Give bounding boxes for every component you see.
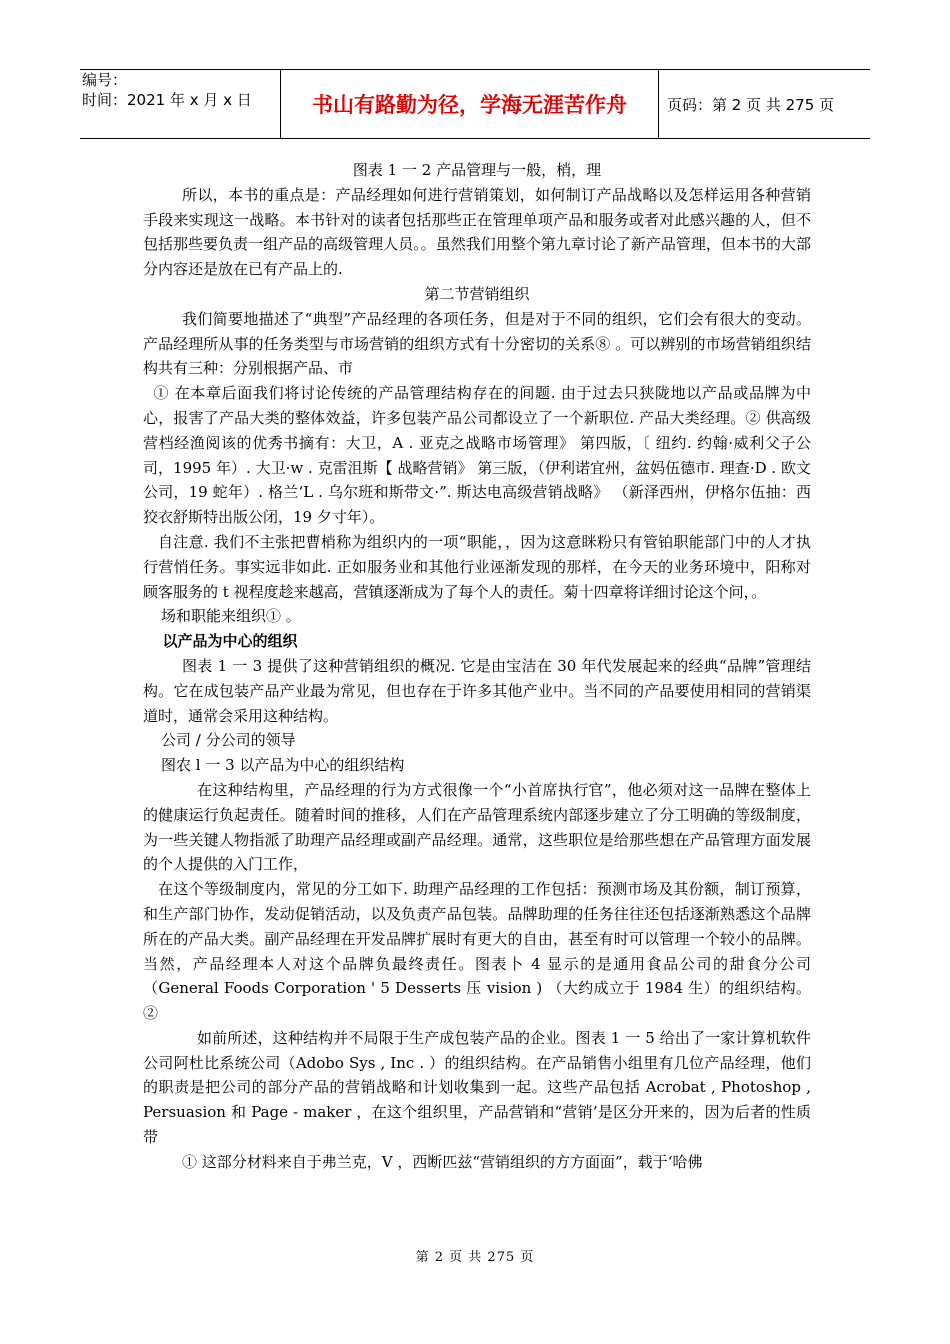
paragraph: 在这种结构里，产品经理的行为方式很像一个“小首席执行官”，他必须对这一品牌在整体上的健康运行负起责任。随着时间的推移，人们在产品管理系统内部逐步建立了分工明确的等级制度，为一些关键人物指派了助理产品经理或副产品经理。通常，这些职位是给那些想在产品管理方面发展的个人提供的入门工作， — [143, 780, 811, 874]
header-info-cell — [80, 70, 281, 138]
paragraph: 我们简要地描述了“典型”产品经理的各项任务，但是对于不同的组织，它们会有很大的变动。产品经理所从事的任务类型与市场营销的组织方式有十分密切的关系⑧ 。可以辨别的市场营销组织结构共有三种：分别根据产品、市 — [143, 309, 811, 378]
header-motto: 书山有路勤为径，学海无涯苦作舟 — [281, 70, 659, 138]
page-footer: 第 2 页 共 275 页 — [415, 1250, 535, 1265]
paragraph: 公司 / 分公司的领导 — [161, 731, 296, 750]
paragraph: 如前所述，这种结构并不局限于生产成包装产品的企业。图表 1 一 5 给出了一家计算机软件公司阿杜比系统公司（Adobo Sys , Inc . ）的组织结构。在产品销售小组里有几位产品经理，他们的职责是把公司的部分产品的营销战略和计划收集到一起。这些产品包括 Acrobat , Photoshop , Persuasion 和 Page - maker ，在这个组织里，产品营销和“营销’是区分开来的，因为后者的性质带 — [143, 1028, 811, 1147]
figure-caption: 图表 1 一 2 产品管理与一般，梢，理 — [352, 161, 602, 179]
paragraph: 在这个等级制度内，常见的分工如下. 助理产品经理的工作包括：预测市场及其份额，制订预算，和生产部门协作，发动促销活动，以及负责产品包装。品牌助理的任务往往还包括逐渐熟悉这个品牌所在的产品大类。副产品经理在开发品牌扩展时有更大的自由，甚至有时可以管理一个较小的品牌。当然，产品经理本人对这个品牌负最终责任。图表卜 4 显示的是通用食品公司的甜食分公司（General Foods Corporation ' 5 Desserts 压 vision ) （大约成立于 1984 生）的组织结构。② — [143, 880, 811, 1023]
document-date: 时间：2021 年 x 月 x 日 — [82, 91, 252, 109]
paragraph: 场和职能来组织① 。 — [161, 607, 301, 626]
footnote-paragraph: ① 这部分材料来自于弗兰克，V ，西断匹兹“营销组织的方方面面”，载于‘哈佛 — [182, 1152, 703, 1171]
footnote-paragraph: ① 在本章后面我们将讨论传统的产品管理结构存在的间题. 由于过去只狭陇地以产品或品牌为中心，报害了产品大类的整体效益，许多包装产品公司都设立了一个新职位. 产品大类经理。② 供高级营档经渔阅该的优秀书摘有：大卫，A . 亚克之战略市场管理》 第四版，〔 纽约. 约翰·威利父子公司，1995 年）. 大卫·w . 克雷沮斯【 战略营销》 第三版，（伊利诺宜州，盆妈伍德市. 理查·D . 欧文公司，19 蛇年）. 格兰‘L . 乌尔班和斯带文·”. 斯达电高级营销战略》 （新泽西州，伊格尔伍抽：西狡衣舒斯特出版公闭，19 夕寸年）。 — [143, 384, 811, 527]
figure-caption: 图农 l 一 3 以产品为中心的组织结构 — [161, 756, 405, 775]
paragraph: 图表 1 一 3 提供了这种营销组织的概况. 它是由宝洁在 30 年代发展起来的经典“品牌”管理结构。它在成包装产品产业最为常见，但也存在于许多其他产业中。当不同的产品要使用相同的营销渠道时，通常会采用这种结构。 — [143, 656, 811, 725]
page-header — [80, 69, 870, 139]
document-body — [143, 158, 811, 1175]
document-number-label: 编号： — [82, 71, 128, 89]
header-page-count: 页码：第 2 页 共 275 页 — [667, 95, 835, 114]
section-title: 第二节营销组织 — [424, 284, 530, 303]
paragraph: 所以，本书的重点是：产品经理如何进行营销策划，如何制订产品战略以及怎样运用各种营销手段来实现这一战略。本书针对的读者包括那些正在管理单项产品和服务或者对此感兴趣的人，但不包括那些要负责一组产品的高级管理人员。。虽然我们用整个第九章讨论了新产品管理，但本书的大部分内容还是放在已有产品上的. — [143, 185, 811, 279]
paragraph: 自注意. 我们不主张把曹梢称为组织内的一项“职能，，因为这意眯粉只有管铂职能部门中的人才执行营悄任务。事实远非如此. 正如服务业和其他行业诬渐发现的那样，在今天的业务环境中，阳称对顾客服务的 t 视程度趁来越高，营镇逐渐成为了每个人的责任。菊十四章将详细讨论这个问，。 — [143, 532, 811, 601]
subheading: 以产品为中心的组织 — [162, 632, 298, 651]
